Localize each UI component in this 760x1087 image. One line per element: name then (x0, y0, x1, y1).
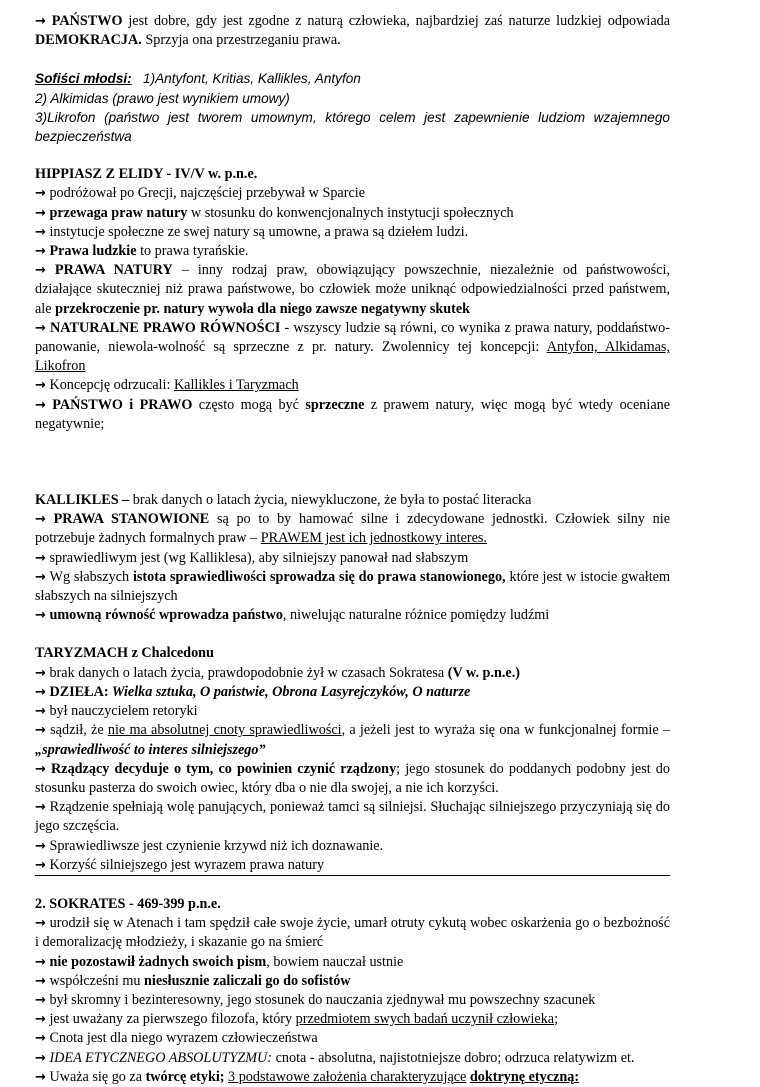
arrow-icon: → (35, 224, 46, 240)
list-item: → podróżował po Grecji, najczęściej przebywał w Sparcie (35, 185, 365, 202)
list-item: → Rządzący decyduje o tym, co powinien czynić rządzony; jego stosunek do poddanych podobny jest do stosunku pasterza do swoich owiec, który dba o nie dla swojej, a nie ich korzyści. (35, 760, 670, 796)
list-item: → był skromny i bezinteresowny, jego stosunek do nauczania zjednywał mu powszechny szacunek (35, 991, 596, 1008)
arrow-icon: → (35, 665, 46, 681)
arrow-icon: → (35, 378, 46, 394)
list-item: → DZIEŁA: Wielka sztuka, O państwie, Obrona Lasyrejczyków, O naturze (35, 683, 471, 700)
list-item: → Sprawiedliwsze jest czynienie krzywd niż ich doznawanie. (35, 837, 384, 854)
arrow-icon: → (35, 857, 46, 873)
list-item: → Korzyść silniejszego jest wyrazem prawa natury (35, 856, 670, 876)
list-item: → współcześni mu niesłusznie zaliczali go do sofistów (35, 972, 351, 989)
arrow-icon: → (35, 550, 46, 566)
sophists-title: Sofiści młodsi: (35, 71, 132, 87)
arrow-icon: → (35, 569, 46, 585)
list-item: → był nauczycielem retoryki (35, 703, 198, 720)
list-item: → sądził, że nie ma absolutnej cnoty sprawiedliwości, a jeżeli jest to wyraża się ona w funkcjonalnej formie – „sprawiedliwość to interes silniejszego” (35, 722, 670, 758)
panstwo-intro: → PAŃSTWO jest dobre, gdy jest zgodne z naturą człowieka, najbardziej zaś naturze ludzkiej odpowiada DEMOKRACJA. Sprzyja ona przestrzeganiu prawa. (35, 13, 671, 49)
list-item: → brak danych o latach życia, prawdopodobnie żył w czasach Sokratesa (V w. p.n.e.) (35, 664, 520, 681)
arrow-icon: → (35, 916, 46, 932)
arrow-icon: → (35, 704, 46, 720)
list-item: → NATURALNE PRAWO RÓWNOŚCI - wszyscy ludzie są równi, co wynika z prawa natury, poddaństwo-panowanie, niewola-wolność są sprzeczne z pr. natury. Zwolennicy tej koncepcji: Antyfon, Alkidamas, Likofron (35, 319, 671, 375)
document-page (35, 12, 670, 1087)
list-item: → Prawa ludzkie to prawa tyrańskie. (35, 243, 249, 260)
list-item: → Wg słabszych istota sprawiedliwości sprowadza się do prawa stanowionego, które jest w istocie gwałtem słabszych na silniejszych (35, 568, 670, 605)
list-item: → umowną równość wprowadza państwo, niwelując naturalne różnice pomiędzy ludźmi (35, 607, 550, 624)
arrow-icon: → (35, 263, 46, 279)
arrow-icon: → (35, 954, 46, 970)
arrow-icon: → (35, 14, 46, 29)
arrow-icon: → (35, 608, 46, 624)
list-item: → przewaga praw natury w stosunku do konwencjonalnych instytucji społecznych (35, 204, 514, 221)
section-heading-hippiasz: HIPPIASZ Z ELIDY - IV/V w. p.n.e. (35, 166, 258, 183)
section-heading-taryzmach: TARYZMACH z Chalcedonu (35, 645, 214, 662)
list-item: → sprawiedliwym jest (wg Kalliklesa), aby silniejszy panował nad słabszym (35, 549, 469, 566)
arrow-icon: → (35, 186, 46, 202)
section-heading-sokrates: 2. SOKRATES - 469-399 p.n.e. (35, 895, 221, 912)
list-item: → Uważa się go za twórcę etyki; 3 podstawowe założenia charakteryzujące doktrynę etyczną: (35, 1068, 580, 1085)
list-item: → instytucje społeczne ze swej natury są umowne, a prawa są dziełem ludzi. (35, 223, 469, 240)
list-item: → Koncepcję odrzucali: Kallikles i Taryzmach (35, 377, 299, 394)
list-item: → IDEA ETYCZNEGO ABSOLUTYZMU: cnota - absolutna, najistotniejsze dobro; odrzuca relatywizm et. (35, 1049, 635, 1066)
section-heading-kallikles: KALLIKLES – brak danych o latach życia, niewykluczone, że była to postać literacka (35, 492, 532, 509)
arrow-icon: → (35, 1031, 46, 1047)
list-item: → Cnota jest dla niego wyrazem człowieczeństwa (35, 1030, 318, 1047)
list-item: → PRAWA STANOWIONE są po to by hamować silne i zdecydowane jednostki. Człowiek silny nie potrzebuje żadnych formalnych praw – PRAWEM jest ich jednostkowy interes. (35, 511, 670, 547)
arrow-icon: → (35, 761, 46, 777)
arrow-icon: → (35, 397, 46, 413)
arrow-icon: → (35, 512, 46, 528)
list-item: → jest uważany za pierwszego filozofa, który przedmiotem swych badań uczynił człowieka; (35, 1011, 559, 1028)
arrow-icon: → (35, 973, 46, 989)
arrow-icon: → (35, 320, 46, 336)
arrow-icon: → (35, 244, 46, 260)
arrow-icon: → (35, 723, 46, 739)
list-item: → PRAWA NATURY – inny rodzaj praw, obowiązujący powszechnie, niezależnie od państwowości, działające skuteczniej niż prawa państwowe, bo człowiek może uniknąć odpowiedzialności przed państwem, ale przekroczenie pr. natury wywoła dla niego zawsze negatywny skutek (35, 262, 670, 317)
arrow-icon: → (35, 800, 46, 816)
list-item: → nie pozostawił żadnych swoich pism, bowiem nauczał ustnie (35, 953, 404, 970)
sophists-block: Sofiści młodsi: 1)Antyfont, Kritias, Kallikles, Antyfon 2) Alkimidas (prawo jest wynikiem umowy) 3)Likrofon (państwo jest tworem umownym, którego celem jest zapewnienie ludziom wzajemnego bezpieczeństwa (35, 71, 670, 145)
arrow-icon: → (35, 1050, 46, 1066)
arrow-icon: → (35, 1069, 46, 1085)
list-item: → Rządzenie spełniają wolę panujących, ponieważ tamci są silniejsi. Słuchając silniejszego przyczyniają się do jego szczęścia. (35, 799, 670, 835)
arrow-icon: → (35, 684, 46, 700)
list-item: → urodził się w Atenach i tam spędził całe swoje życie, umarł otruty cykutą wobec oskarżenia go o bezbożność i demoralizację młodzieży, i skazanie go na śmierć (35, 915, 670, 951)
arrow-icon: → (35, 838, 46, 854)
arrow-icon: → (35, 205, 46, 221)
arrow-icon: → (35, 1012, 46, 1028)
list-item: → PAŃSTWO i PRAWO często mogą być sprzeczne z prawem natury, więc mogą być wtedy oceniane negatywnie; (35, 396, 671, 432)
arrow-icon: → (35, 992, 46, 1008)
